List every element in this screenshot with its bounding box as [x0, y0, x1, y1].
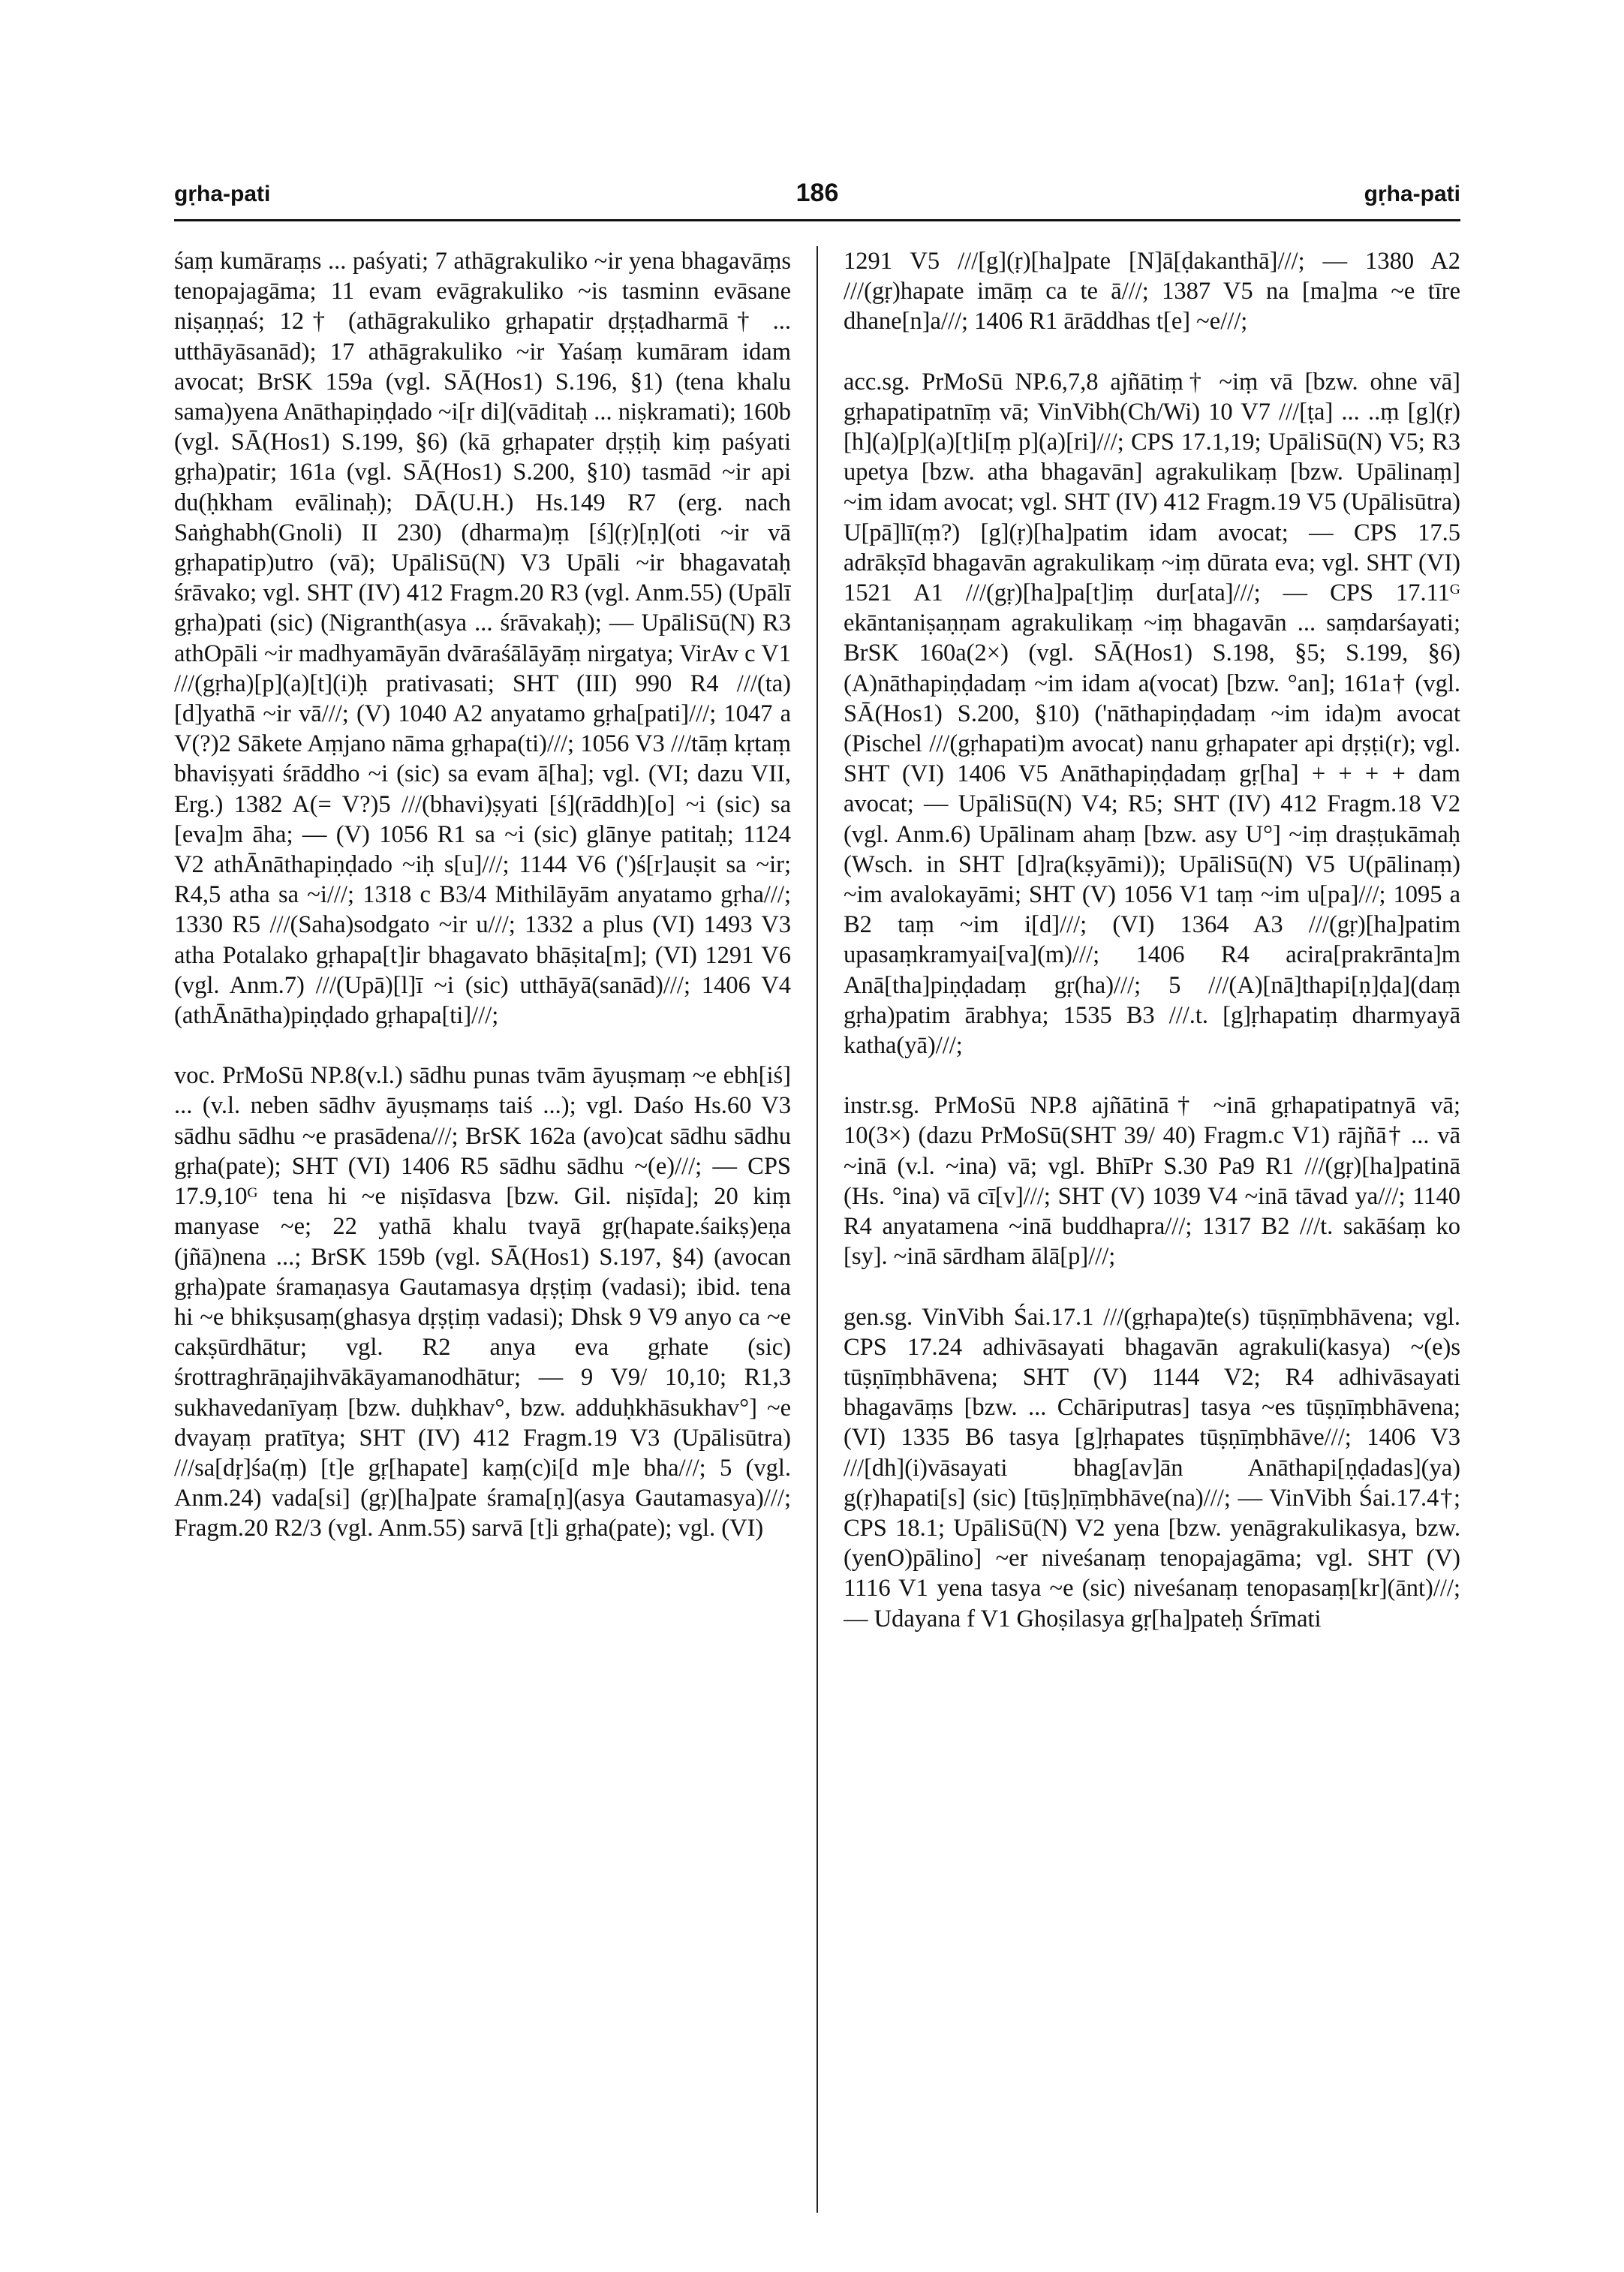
- running-header: [174, 173, 1460, 218]
- right-column: [844, 246, 1460, 2213]
- entry-paragraph-instr-sg: instr.sg. PrMoSū NP.8 ajñātinā† ~inā gṛhapatipatnyā vā; 10(3×) (dazu PrMoSū(SHT 39/ 40) Fragm.c V1) rājñā† ... vā ~inā (v.l. ~ina) vā; vgl. BhīPr S.30 Pa9 R1 ///(gṛ)[ha]patinā (Hs. °ina) vā cī[v]///; SHT (V) 1039 V4 ~inā tāvad ya///; 1140 R4 anyatamena ~inā buddhapra///; 1317 B2 ///t. sakāśaṃ ko [sy]. ~inā sārdham ālā[p]///;: [844, 1092, 1460, 1271]
- text-columns: [174, 246, 1460, 2213]
- left-column: [174, 246, 791, 2213]
- column-divider: [817, 246, 818, 2213]
- header-left-headword: gṛha-pati: [174, 182, 271, 206]
- header-right-headword: gṛha-pati: [1364, 182, 1460, 206]
- entry-paragraph-voc-cont: 1291 V5 ///[g](ṛ)[ha]pate [N]ā[ḍakanthā]///; — 1380 A2 ///(gṛ)hapate imāṃ ca te ā///; 1387 V5 na [ma]ma ~e tīre dhane[n]a///; 1406 R1 ārāddhas t[e] ~e///;: [844, 248, 1460, 336]
- dictionary-page: [174, 173, 1460, 1633]
- entry-paragraph-voc: voc. PrMoSū NP.8(v.l.) sādhu punas tvām āyuṣmaṃ ~e ebh[iś] ... (v.l. neben sādhv āyuṣmaṃs taiś ...); vgl. Daśo Hs.60 V3 sādhu sādhu ~e prasādena///; BrSK 162a (avo)cat sādhu sādhu gṛha(pate); SHT (VI) 1406 R5 sādhu sādhu ~(e)///; — CPS 17.9,10ᴳ tena hi ~e niṣīdasva [bzw. Gil. niṣīda]; 20 kiṃ manyase ~e; 22 yathā khalu tvayā gṛ(hapate.śaikṣ)eṇa (jñā)nena ...; BrSK 159b (vgl. SĀ(Hos1) S.197, §4) (avocan gṛha)pate śramaṇasya Gautamasya dṛṣṭiṃ (vadasi); ibid. tena hi ~e bhikṣusaṃ(ghasya dṛṣṭiṃ vadasi); Dhsk 9 V9 anyo ca ~e cakṣūrdhātur; vgl. R2 anya eva gṛhate (sic) śrottraghrāṇajihvākāyamanodhātur; — 9 V9/ 10,10; R1,3 sukhavedanīyaṃ [bzw. duḥkhav°, bzw. adduḥkhāsukhav°] ~e dvayaṃ pratītya; SHT (IV) 412 Fragm.19 V3 (Upālisūtra) ///sa[dṛ]śa(ṃ) [t]e gṛ[hapate] kaṃ(c)i[d m]e bha///; 5 (vgl. Anm.24) vada[si] (gṛ)[ha]pate śrama[ṇ](asya Gautamasya)///; Fragm.20 R2/3 (vgl. Anm.55) sarvā [t]i gṛha(pate); vgl. (VI): [174, 1062, 791, 1542]
- entry-paragraph-gen-sg: gen.sg. VinVibh Śai.17.1 ///(gṛhapa)te(s) tūṣṇīṃbhāvena; vgl. CPS 17.24 adhivāsayati bhagavān agrakuli(kasya) ~(e)s tūṣṇīṃbhāvena; SHT (V) 1144 V2; R4 adhivāsayati bhagavāṃs [bzw. ... Cchāriputras] tasya ~es tūṣṇīṃbhāvena; (VI) 1335 B6 tasya [g]ṛhapates tūṣṇīṃbhāve///; 1406 V3 ///[dh](i)vāsayati bhag[av]ān Anāthapi[ṇḍadas](ya) g(ṛ)hapati[s] (sic) [tūṣ]ṇīṃbhāve(na)///; — VinVibh Śai.17.4†; CPS 18.1; UpāliSū(N) V2 yena [bzw. yenāgrakulikasya, bzw. (yenO)pālino] ~er niveśanaṃ tenopajagāma; vgl. SHT (V) 1116 V1 yena tasya ~e (sic) niveśanaṃ tenopasaṃ[kr](ānt)///; — Udayana f V1 Ghoṣilasya gṛ[ha]pateḥ Śrīmati: [844, 1303, 1460, 1633]
- entry-paragraph-nom-sg: śaṃ kumāraṃs ... paśyati; 7 athāgrakuliko ~ir yena bhagavāṃs tenopajagāma; 11 evam evāgrakuliko ~is tasminn evāsane niṣaṇṇaś; 12† (athāgrakuliko gṛhapatir dṛṣṭadharmā† ... utthāyāsanād); 17 athāgrakuliko ~ir Yaśaṃ kumāram idam avocat; BrSK 159a (vgl. SĀ(Hos1) S.196, §1) (tena khalu sama)yena Anāthapiṇḍado ~i[r di](vāditaḥ ... niṣkramati); 160b (vgl. SĀ(Hos1) S.199, §6) (kā gṛhapater dṛṣṭiḥ kiṃ paśyati gṛha)patir; 161a (vgl. SĀ(Hos1) S.200, §10) tasmād ~ir api du(ḥkham evālinaḥ); DĀ(U.H.) Hs.149 R7 (erg. nach Saṅghabh(Gnoli) II 230) (dharma)ṃ [ś](ṛ)[ṇ](oti ~ir vā gṛhapatip)utro (vā); UpāliSū(N) V3 Upāli ~ir bhagavataḥ śrāvako; vgl. SHT (IV) 412 Fragm.20 R3 (vgl. Anm.55) (Upālī gṛha)pati (sic) (Nigranth(asya ... śrāvakaḥ); — UpāliSū(N) R3 athOpāli ~ir madhyamāyān dvāraśālāyāṃ nirgatya; VirAv c V1 ///(gṛha)[p](a)[t](i)ḥ prativasati; SHT (III) 990 R4 ///(ta)[d]yathā ~ir vā///; (V) 1040 A2 anyatamo gṛha[pati]///; 1047 a V(?)2 Sākete Aṃjano nāma gṛhapa(ti)///; 1056 V3 ///tāṃ kṛtaṃ bhaviṣyati śrāddho ~i (sic) sa evam ā[ha]; vgl. (VI; dazu VII, Erg.) 1382 A(= V?)5 ///(bhavi)ṣyati [ś](rāddh)[o] ~i (sic) sa [eva]m āha; — (V) 1056 R1 sa ~i (sic) glānye patitaḥ; 1124 V2 athĀnāthapiṇḍado ~iḥ s[u]///; 1144 V6 (')ś[r]auṣit sa ~ir; R4,5 atha sa ~i///; 1318 c B3/4 Mithilāyām anyatamo gṛha///; 1330 R5 ///(Saha)sodgato ~ir u///; 1332 a plus (VI) 1493 V3 atha Potalako gṛhapa[t]ir bhagavato bhāṣita[m]; (VI) 1291 V6 (vgl. Anm.7) ///(Upā)[l]ī ~i (sic) utthāyā(sanād)///; 1406 V4 (athĀnātha)piṇḍado gṛhapa[ti]///;: [174, 248, 791, 1030]
- entry-paragraph-acc-sg: acc.sg. PrMoSū NP.6,7,8 ajñātiṃ† ~iṃ vā [bzw. ohne vā] gṛhapatipatnīṃ vā; VinVibh(Ch/Wi) 10 V7 ///[ṭa] ... ..ṃ [g](ṛ)[h](a)[p](a)[t]i[ṃ p](a)[ri]///; CPS 17.1,19; UpāliSū(N) V5; R3 upetya [bzw. atha bhagavān] agrakulikaṃ [bzw. Upālinaṃ] ~im idam avocat; vgl. SHT (IV) 412 Fragm.19 V5 (Upālisūtra) U[pā]lī(ṃ?) [g](ṛ)[ha]patim idam avocat; — CPS 17.5 adrākṣīd bhagavān agrakulikaṃ ~iṃ dūrata eva; vgl. SHT (VI) 1521 A1 ///(gṛ)[ha]pa[t]iṃ dur[ata]///; — CPS 17.11ᴳ ekāntaniṣaṇṇam agrakulikaṃ ~iṃ bhagavān ... saṃdarśayati; BrSK 160a(2×) (vgl. SĀ(Hos1) S.198, §5; S.199, §6) (A)nāthapiṇḍadaṃ ~im idam a(vocat) [bzw. °an]; 161a† (vgl. SĀ(Hos1) S.200, §10) ('nāthapiṇḍadaṃ ~im ida)m avocat (Pischel ///(gṛhapati)m avocat) nanu gṛhapater api dṛṣṭi(r); vgl. SHT (VI) 1406 V5 Anāthapiṇḍadaṃ gṛ[ha] + + + + dam avocat; — UpāliSū(N) V4; R5; SHT (IV) 412 Fragm.18 V2 (vgl. Anm.6) Upālinam ahaṃ [bzw. asy U°] ~iṃ draṣṭukāmaḥ (Wsch. in SHT [d]ra(kṣyāmi)); UpāliSū(N) V5 U(pālinaṃ) ~im avalokayāmi; SHT (V) 1056 V1 taṃ ~im u[pa]///; 1095 a B2 taṃ ~im i[d]///; (VI) 1364 A3 ///(gṛ)[ha]patim upasaṃkramyai[va](m)///; 1406 R4 acira[prakrānta]m Anā[tha]piṇḍadaṃ gṛ(ha)///; 5 ///(A)[nā]thapi[ṇ]ḍa](daṃ gṛha)patim ārabhya; 1535 B3 ///.t. [g]ṛhapatiṃ dharmyayā katha(yā)///;: [844, 368, 1460, 1060]
- header-rule: [174, 219, 1460, 221]
- page-number: 186: [795, 179, 839, 207]
